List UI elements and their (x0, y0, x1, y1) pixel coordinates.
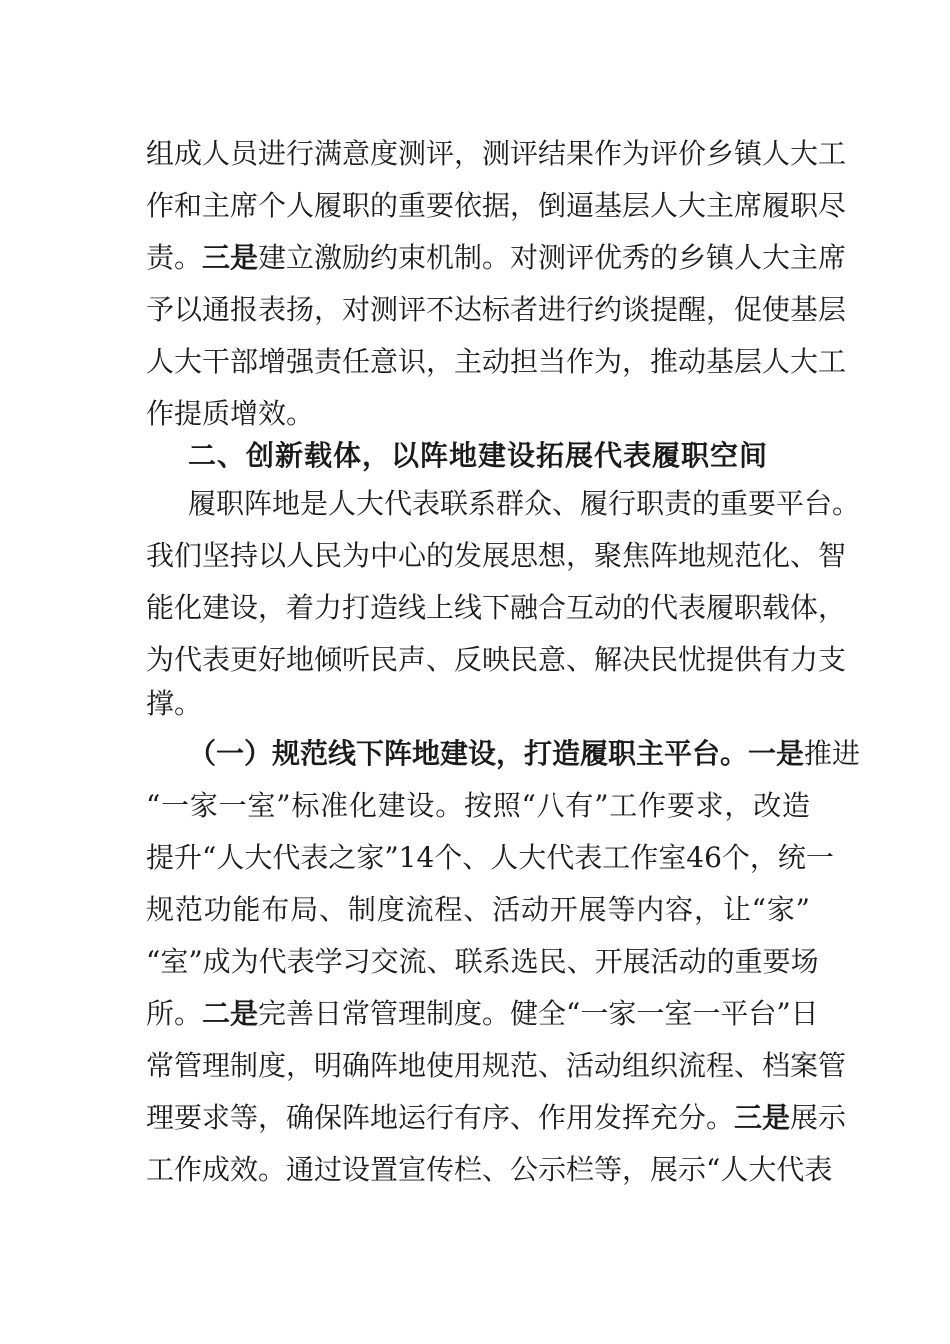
section-heading: 二、创新载体，以阵地建设拓展代表履职空间 (188, 439, 769, 472)
text-line: 提升“人大代表之家”14个、人大代表工作室46个，统一 (146, 841, 834, 874)
text-line: 组成人员进行满意度测评，测评结果作为评价乡镇人大工 (146, 137, 847, 170)
text-line: 撑。 (146, 687, 203, 720)
text-line: 作和主席个人履职的重要依据，倒逼基层人大主席履职尽 (146, 189, 847, 222)
text-line: 予以通报表扬，对测评不达标者进行约谈提醒，促使基层 (146, 293, 847, 326)
text-run: 建立激励约束机制。对测评优秀的乡镇人大主席 (258, 241, 847, 274)
text-run: 完善日常管理制度。健全“一家一室一平台”日 (258, 997, 819, 1030)
bold-run: 三是 (734, 1101, 791, 1134)
text-line: 我们坚持以人民为中心的发展思想，聚焦阵地规范化、智 (146, 539, 847, 572)
text-line: 人大干部增强责任意识，主动担当作为，推动基层人大工 (146, 345, 847, 378)
text-run: 推进 (804, 737, 861, 770)
paragraph-first-line: 履职阵地是人大代表联系群众、履行职责的重要平台。 (188, 487, 861, 520)
text-line: 规范功能布局、制度流程、活动开展等内容，让“家” (146, 893, 810, 926)
text-line (146, 994, 819, 1034)
bold-run: 三是 (202, 241, 259, 274)
text-line: 工作成效。通过设置宣传栏、公示栏等，展示“人大代表 (146, 1153, 833, 1186)
text-line: 作提质增效。 (146, 397, 315, 430)
text-line: “一家一室”标准化建设。按照“八有”工作要求，改造 (146, 789, 810, 822)
text-line: 能化建设，着力打造线上线下融合互动的代表履职载体， (146, 591, 847, 624)
text-line: 为代表更好地倾听民声、反映民意、解决民忧提供有力支 (146, 643, 847, 676)
text-line: “室”成为代表学习交流、联系选民、开展活动的重要场 (146, 945, 819, 978)
text-line (146, 1098, 847, 1138)
bold-run: 二是 (202, 997, 259, 1030)
text-line: 常管理制度，明确阵地使用规范、活动组织流程、档案管 (146, 1049, 847, 1082)
text-line (146, 238, 847, 278)
text-run: 责。 (146, 241, 203, 274)
text-run: 理要求等，确保阵地运行有序、作用发挥充分。 (146, 1101, 735, 1134)
text-run: 所。 (146, 997, 203, 1030)
subsection-heading-line (188, 734, 861, 774)
text-run: 展示 (790, 1101, 847, 1134)
bold-run: （一）规范线下阵地建设，打造履职主平台。一是 (188, 737, 805, 770)
